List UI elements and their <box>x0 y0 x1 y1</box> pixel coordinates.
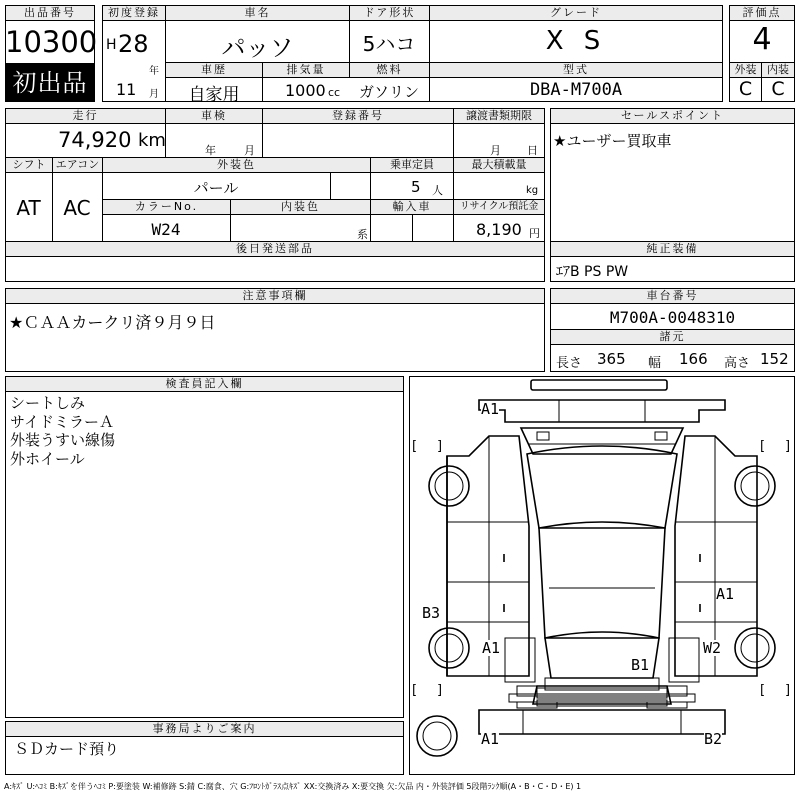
recycle-fee: 8,190 <box>476 220 522 239</box>
int-label: 内装 <box>761 62 795 78</box>
reg-label: 初度登録 <box>102 5 166 21</box>
damage-mark: W2 <box>703 639 722 657</box>
ac-label: エアコン <box>52 157 103 173</box>
fuel: ガソリン <box>358 83 419 101</box>
mileage: 74,920 <box>58 128 132 152</box>
bracket: [ <box>760 439 766 454</box>
later-parts-label: 後日発送部品 <box>5 241 545 257</box>
genuine-equipment-label: 純正装備 <box>550 241 795 257</box>
exterior-color: パール <box>193 179 239 197</box>
legend: A:ｷｽﾞ U:ﾍｺﾐ B:ｷｽﾞを伴うﾍｺﾐ P:要塗装 W:補修跡 S:錆 C:腐食、穴 G:ﾌﾛﾝﾄｶﾞﾗｽ点ｷｽﾞ XX:交換済み X:要交換 欠:欠品 内・外装評価 5段階ﾗﾝｸ順(A・B・C・D・E) 1 <box>4 782 582 791</box>
damage-mark: B1 <box>631 656 650 674</box>
office-text: ＳＤカード預り <box>14 740 120 758</box>
import-label: 輸入車 <box>370 199 454 215</box>
capacity: 5 <box>411 178 421 196</box>
shift: AT <box>16 196 41 220</box>
transfer-label: 譲渡書類期限 <box>453 108 545 124</box>
damage-mark: A1 <box>716 585 735 603</box>
width-label: 幅 <box>648 356 662 371</box>
mileage-label: 走行 <box>5 108 166 124</box>
inspector-label: 検査員記入欄 <box>5 376 404 392</box>
insp-month-unit: 月 <box>244 144 255 157</box>
inspector-line: シートしみ <box>10 394 86 412</box>
capacity-label: 乗車定員 <box>370 157 454 173</box>
sales-point-text: ★ユーザー買取車 <box>553 132 672 150</box>
transfer-month-unit: 月 <box>490 144 501 157</box>
model: DBA-M700A <box>529 80 623 100</box>
history: 自家用 <box>188 85 240 105</box>
displacement: 1000 <box>285 81 326 100</box>
load-unit: kg <box>526 185 539 196</box>
door-label: ドア形状 <box>349 5 430 21</box>
insp-year-unit: 年 <box>205 144 216 157</box>
roof <box>539 528 665 638</box>
height-label: 高さ <box>724 356 751 371</box>
history-label: 車歴 <box>165 62 263 78</box>
damage-mark: A1 <box>481 730 500 748</box>
ac: AC <box>63 196 91 220</box>
bracket: ] <box>437 683 443 698</box>
int-grade: C <box>771 78 785 100</box>
colorno-label: カラーNo. <box>102 199 231 215</box>
lot-number: 10300 <box>5 25 98 59</box>
length-label: 長さ <box>556 356 583 371</box>
damage-mark: B3 <box>422 604 441 622</box>
office-label: 事務局よりご案内 <box>5 721 404 737</box>
length-value: 365 <box>597 350 626 368</box>
chassis-number: M700A-0048310 <box>609 308 736 327</box>
damage-mark: A1 <box>482 639 501 657</box>
width-value: 166 <box>679 350 708 368</box>
shift-label: シフト <box>5 157 53 173</box>
reg-year-unit: 年 <box>149 66 159 77</box>
regno-label: 登録番号 <box>262 108 454 124</box>
capacity-unit: 人 <box>432 184 443 197</box>
chassis-label: 車台番号 <box>550 288 795 304</box>
score: 4 <box>752 22 772 57</box>
ext-label: 外装 <box>729 62 762 78</box>
inspector-line: サイドミラーＡ <box>10 413 114 431</box>
name-label: 車名 <box>165 5 350 21</box>
fuel-label: 燃料 <box>349 62 430 78</box>
specs-label: 諸元 <box>550 329 795 345</box>
reg-era: H <box>106 37 117 53</box>
transfer-day-unit: 日 <box>527 144 538 157</box>
inspector-line: 外ホイール <box>10 450 85 468</box>
bracket: ] <box>437 439 443 454</box>
interior-color-label: 内装色 <box>230 199 371 215</box>
height-value: 152 <box>760 350 789 368</box>
sales-point-label: セールスポイント <box>550 108 795 124</box>
car-diagram <box>409 376 795 775</box>
bracket: [ <box>412 439 418 454</box>
lot-label: 出品番号 <box>5 5 95 21</box>
bracket: [ <box>412 683 418 698</box>
front-top-bar <box>531 380 667 390</box>
car-name: パッソ <box>221 34 294 62</box>
inspector-line: 外装うすい線傷 <box>10 431 116 449</box>
bracket: [ <box>760 683 766 698</box>
displacement-unit: cc <box>328 86 341 99</box>
damage-mark: B2 <box>704 730 723 748</box>
mileage-unit: km <box>138 130 166 151</box>
rear-bumper <box>479 710 725 734</box>
reg-month-unit: 月 <box>149 89 159 100</box>
score-label: 評価点 <box>729 5 795 21</box>
color-label: 外装色 <box>102 157 371 173</box>
front-bumper <box>479 400 725 422</box>
genuine-equipment-text: ｴｱB PS PW <box>556 264 629 280</box>
bracket: ] <box>785 683 791 698</box>
roof-front <box>527 446 677 528</box>
color-number: W24 <box>151 220 181 239</box>
damage-mark: A1 <box>481 400 500 418</box>
inspection-label: 車検 <box>165 108 263 124</box>
interior-color-unit: 系 <box>357 228 368 241</box>
grade-label: グレード <box>429 5 723 21</box>
load-label: 最大積載量 <box>453 157 545 173</box>
recycle-unit: 円 <box>529 227 540 240</box>
reg-year: 28 <box>118 30 149 58</box>
reg-month: 11 <box>116 80 137 99</box>
bracket: ] <box>785 439 791 454</box>
grade: X S <box>545 26 607 56</box>
model-label: 型式 <box>429 62 723 78</box>
first-listing-badge: 初出品 <box>5 64 95 102</box>
notes-label: 注意事項欄 <box>5 288 545 304</box>
ext-grade: C <box>738 78 753 100</box>
displacement-label: 排気量 <box>262 62 350 78</box>
recycle-label: リサイクル預託金 <box>453 199 545 215</box>
notes-text: ★ＣＡＡカークリ済９月９日 <box>9 313 216 332</box>
sales-point-box <box>550 108 795 242</box>
door-type: 5ハコ <box>362 32 416 56</box>
